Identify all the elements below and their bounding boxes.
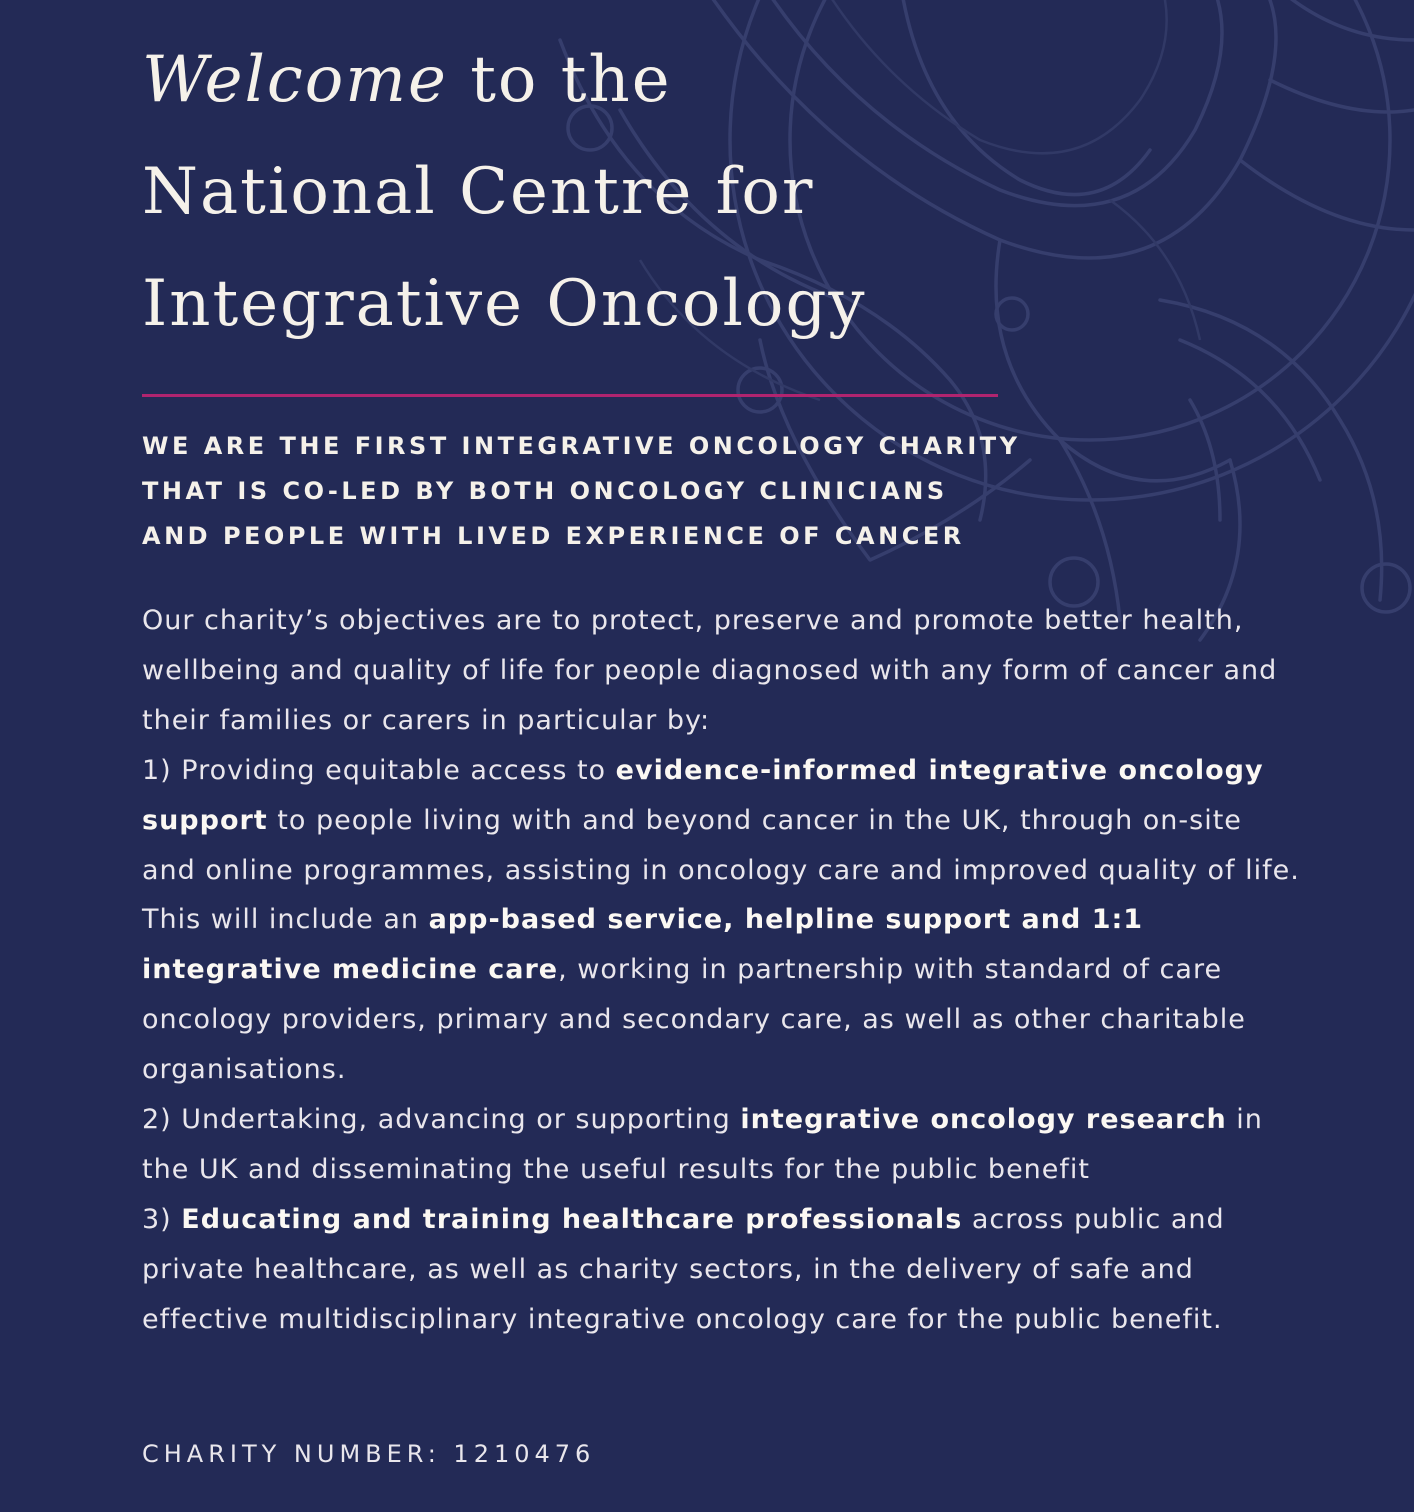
title-line-2: National Centre for bbox=[142, 155, 815, 229]
objective-1-prefix: 1) Providing equitable access to bbox=[142, 754, 616, 786]
objective-3-prefix: 3) bbox=[142, 1203, 182, 1235]
welcome-section bbox=[142, 0, 1302, 1468]
objective-2-highlight-research: integrative oncology research bbox=[740, 1104, 1227, 1136]
title-line-1-rest: to the bbox=[447, 43, 672, 117]
objective-1-highlight-services: app-based service, helpline support and 1:1 integrative medicine care bbox=[142, 904, 1144, 986]
objective-1-middle: to people living with and beyond cancer in the UK, through on-site and online programmes, assisting in oncology care and improved quality of life. This will include an bbox=[142, 804, 1300, 936]
title-line-1 bbox=[142, 24, 1122, 136]
objective-2-prefix: 2) Undertaking, advancing or supporting bbox=[142, 1104, 741, 1136]
charity-number: CHARITY NUMBER: 1210476 bbox=[142, 1440, 596, 1468]
accent-divider bbox=[142, 394, 998, 397]
objective-1-highlight-support: evidence-informed integrative oncology support bbox=[142, 754, 1264, 836]
title-welcome-italic: Welcome bbox=[142, 43, 448, 117]
objective-3-highlight-education: Educating and training healthcare professionals bbox=[181, 1203, 963, 1235]
objectives-text bbox=[142, 596, 1302, 1345]
mission-subtitle bbox=[142, 424, 1142, 559]
page-title bbox=[142, 24, 1122, 360]
objective-1-suffix: , working in partnership with standard of care oncology providers, primary and secondary care, as well as other charitable organisations. bbox=[142, 954, 1246, 1086]
objective-3-suffix: across public and private healthcare, as well as charity sectors, in the delivery of safe and effective multidisciplinary integrative oncology care for the public benefit. bbox=[142, 1203, 1225, 1335]
objective-2-suffix: in the UK and disseminating the useful results for the public benefit bbox=[142, 1104, 1263, 1185]
subtitle-line-1: WE ARE THE FIRST INTEGRATIVE ONCOLOGY CHARITY bbox=[142, 432, 1021, 460]
objectives-intro: Our charity’s objectives are to protect, preserve and promote better health, wellbeing and quality of life for people diagnosed with any form of cancer and their families or carers in particular by: bbox=[142, 605, 1278, 736]
subtitle-line-2: THAT IS CO-LED BY BOTH ONCOLOGY CLINICIANS bbox=[142, 477, 948, 505]
title-line-3: Integrative Oncology bbox=[142, 267, 867, 341]
subtitle-line-3: AND PEOPLE WITH LIVED EXPERIENCE OF CANCER bbox=[142, 522, 965, 550]
